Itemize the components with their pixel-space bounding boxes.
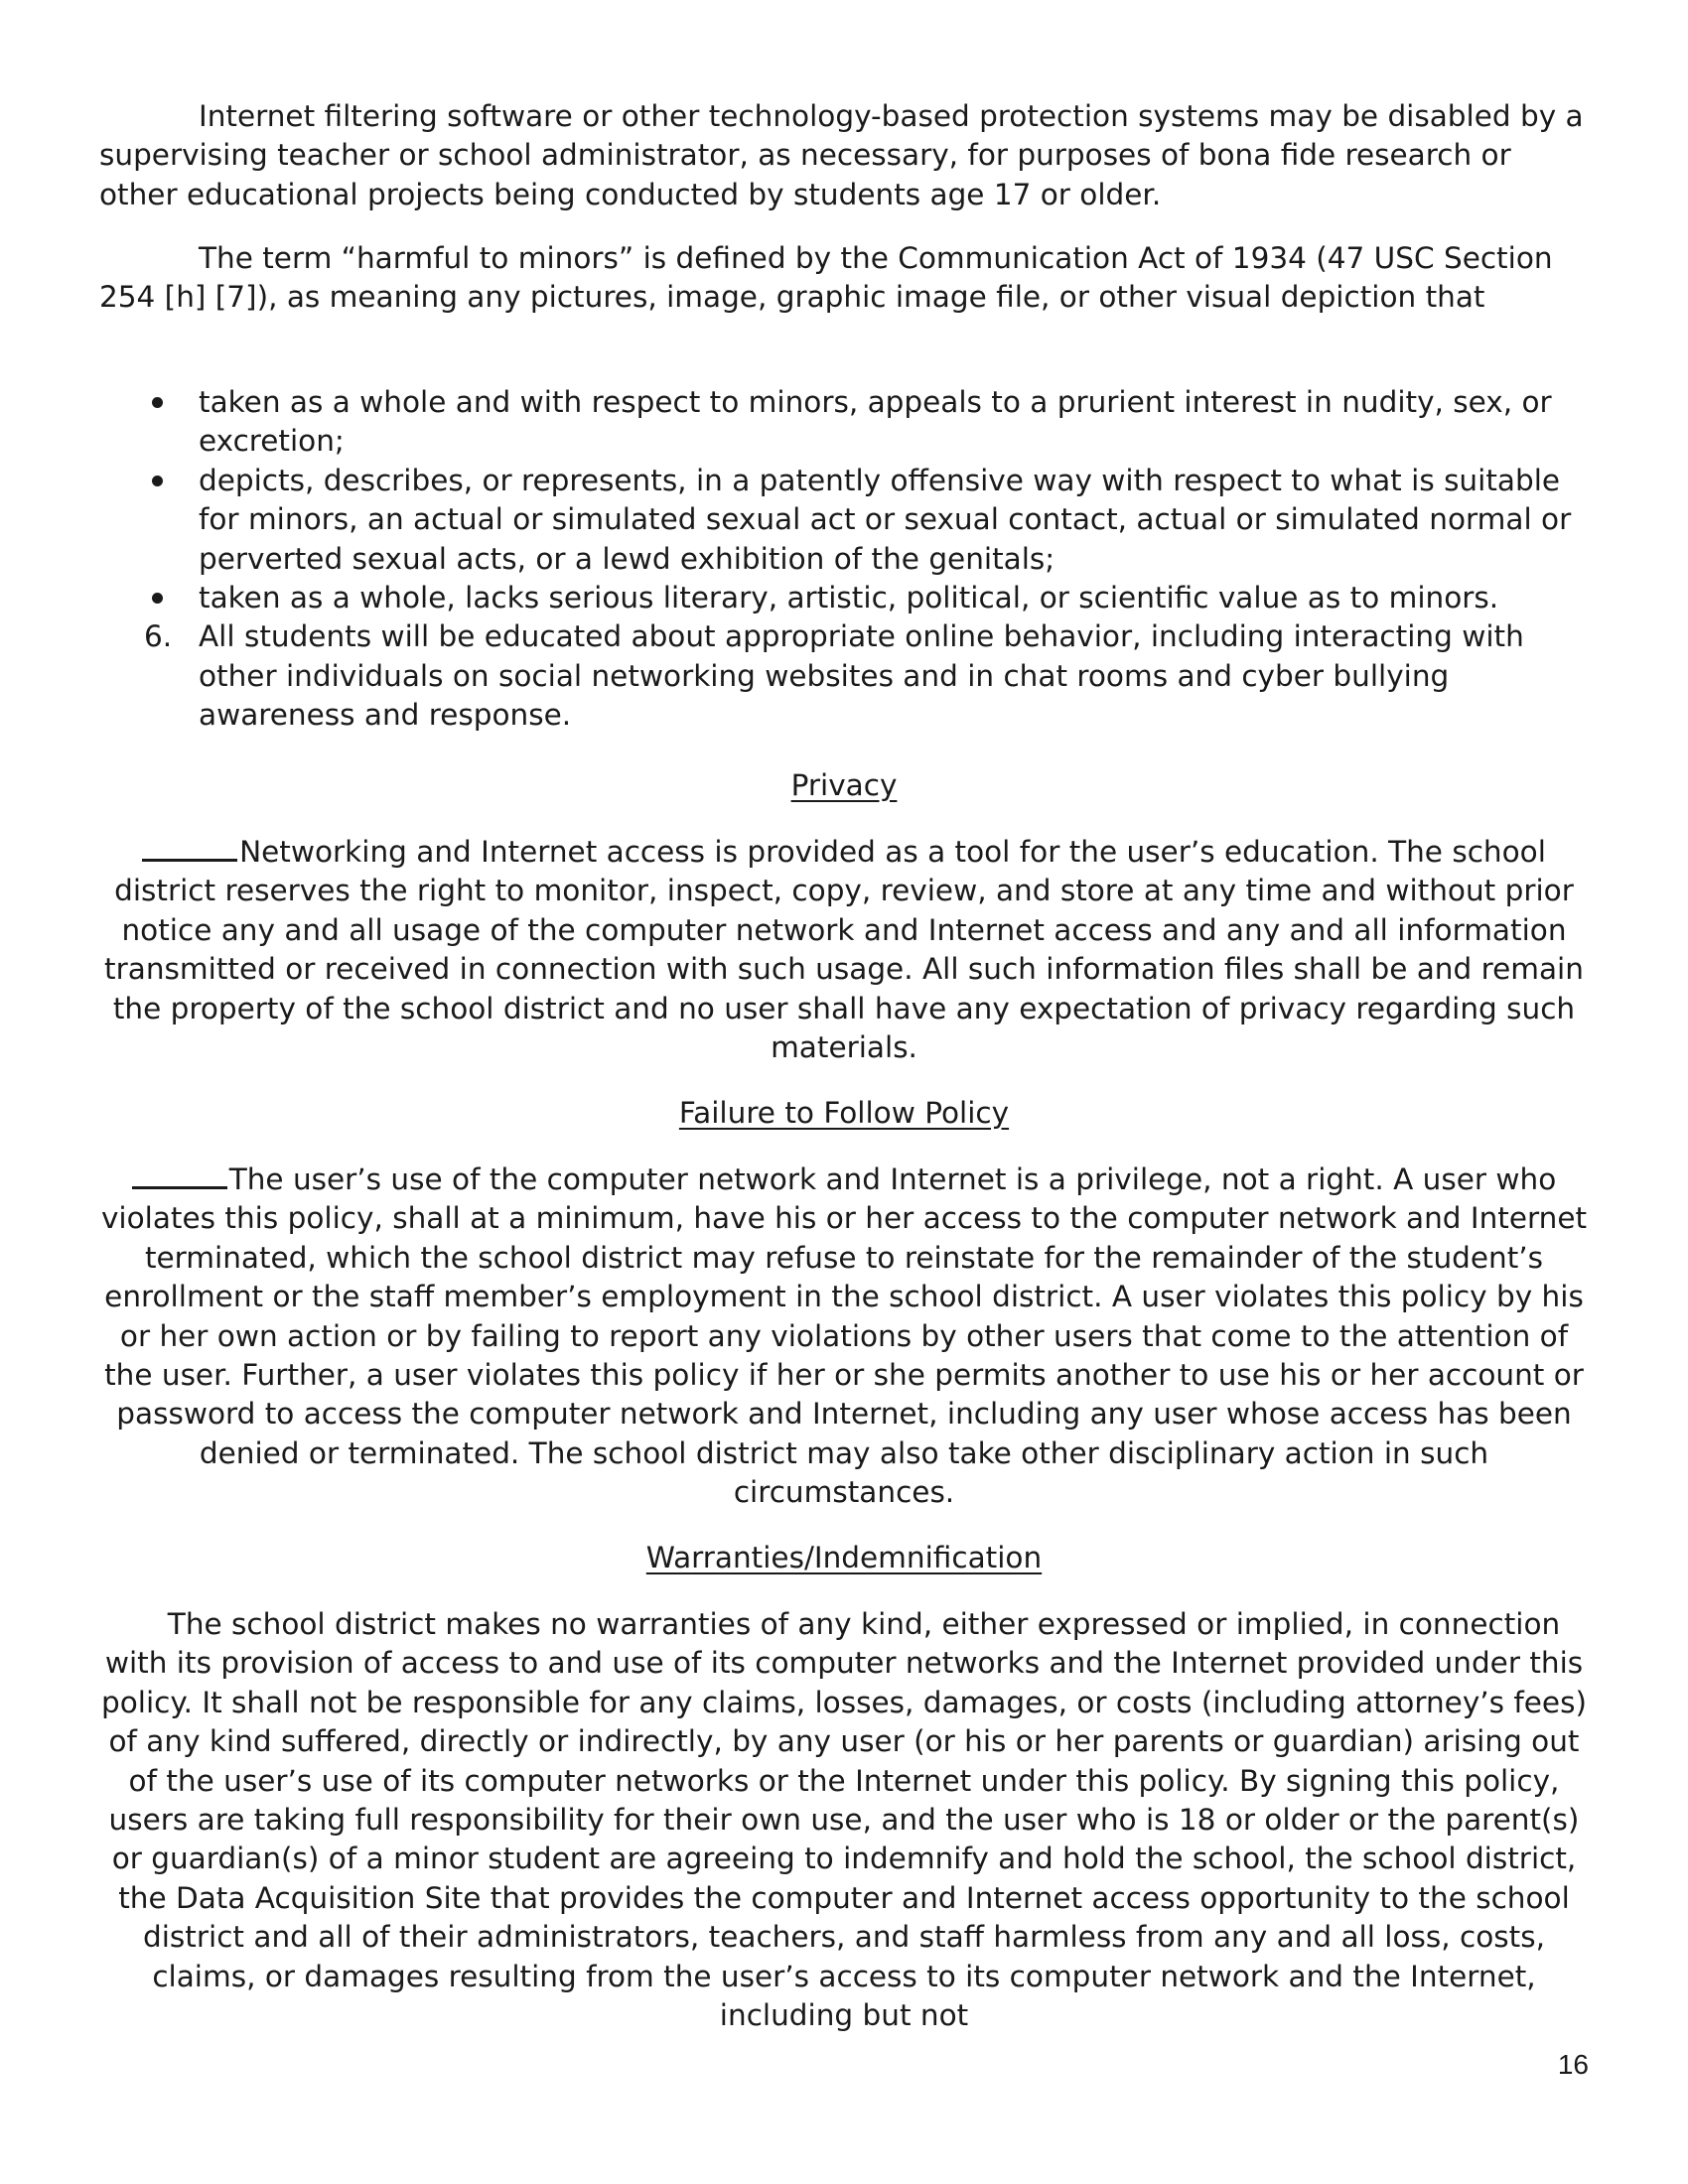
list-item-text: taken as a whole and with respect to minors, appeals to a prurient interest in nudity, sex, or excretion; xyxy=(199,385,1552,459)
privacy-text: Networking and Internet access is provided as a tool for the user’s education. The school district reserves the right to monitor, inspect, copy, review, and store at any time and without prior notice any and all usage of the computer network and Internet access and any and all information transmitted or received in connection with such usage. All such information files shall be and remain the property of the school district and no user shall have any expectation of privacy regarding such materials. xyxy=(104,835,1584,1065)
privacy-paragraph xyxy=(99,833,1589,1067)
harmful-definition-paragraph: The term “harmful to minors” is defined by the Communication Act of 1934 (47 USC Section 254 [h] [7]), as meaning any pictures, image, graphic image file, or other visual depiction that xyxy=(99,241,1553,315)
list-item-text: All students will be educated about appropriate online behavior, including interacting with other individuals on social networking websites and in chat rooms and cyber bullying awareness and response. xyxy=(199,619,1524,733)
bullet-icon xyxy=(144,579,184,617)
failure-paragraph xyxy=(99,1160,1589,1513)
list-item xyxy=(144,617,1589,735)
list-item-text: taken as a whole, lacks serious literary, artistic, political, or scientific value as to minors. xyxy=(199,581,1499,615)
bullet-icon xyxy=(144,462,184,500)
list-item xyxy=(144,462,1589,579)
signature-blank xyxy=(132,1160,227,1189)
signature-blank xyxy=(142,833,237,862)
warranties-paragraph: The school district makes no warranties of any kind, either expressed or implied, in connection with its provision of access to and use of its computer networks and the Internet provided under this policy. It shall not be responsible for any claims, losses, damages, or costs (including attorney’s fees) of any kind suffered, directly or indirectly, by any user (or his or her parents or guardian) arising out of the user’s use of its computer networks or the Internet under this policy. By signing this policy, users are taking full responsibility for their own use, and the user who is 18 or older or the parent(s) or guardian(s) of a minor student are agreeing to indemnify and hold the school, the school district, the Data Acquisition Site that provides the computer and Internet access opportunity to the school district and all of their administrators, teachers, and staff harmless from any and all loss, costs, claims, or damages resulting from the user’s access to its computer network and the Internet, including but not xyxy=(101,1607,1587,2033)
privacy-heading: Privacy xyxy=(790,768,898,802)
failure-heading: Failure to Follow Policy xyxy=(678,1096,1010,1130)
page-number: 16 xyxy=(1557,2049,1589,2080)
warranties-heading: Warranties/Indemnification xyxy=(645,1541,1043,1574)
list-item-text: depicts, describes, or represents, in a patently offensive way with respect to what is suitable for minors, an actual or simulated sexual act or sexual contact, actual or simulated normal or perverted sexual acts, or a lewd exhibition of the genitals; xyxy=(199,463,1572,576)
list-item xyxy=(144,383,1589,462)
harmful-criteria-list xyxy=(144,383,1589,736)
list-number: 6. xyxy=(144,619,173,654)
bullet-icon xyxy=(144,383,184,422)
failure-text: The user’s use of the computer network and Internet is a privilege, not a right. A user who violates this policy, shall at a minimum, have his or her access to the computer network and Internet terminated, which the school district may refuse to reinstate for the remainder of the student’s enrollment or the staff member’s employment in the school district. A user violates this policy by his or her own action or by failing to report any violations by other users that come to the attention of the user. Further, a user violates this policy if her or she permits another to use his or her account or password to access the computer network and Internet, including any user whose access has been denied or terminated. The school district may also take other disciplinary action in such circumstances. xyxy=(100,1162,1588,1510)
list-item xyxy=(144,579,1589,617)
filtering-paragraph: Internet filtering software or other technology-based protection systems may be disabled by a supervising teacher or school administrator, as necessary, for purposes of bona fide research or other educational projects being conducted by students age 17 or older. xyxy=(99,99,1584,211)
